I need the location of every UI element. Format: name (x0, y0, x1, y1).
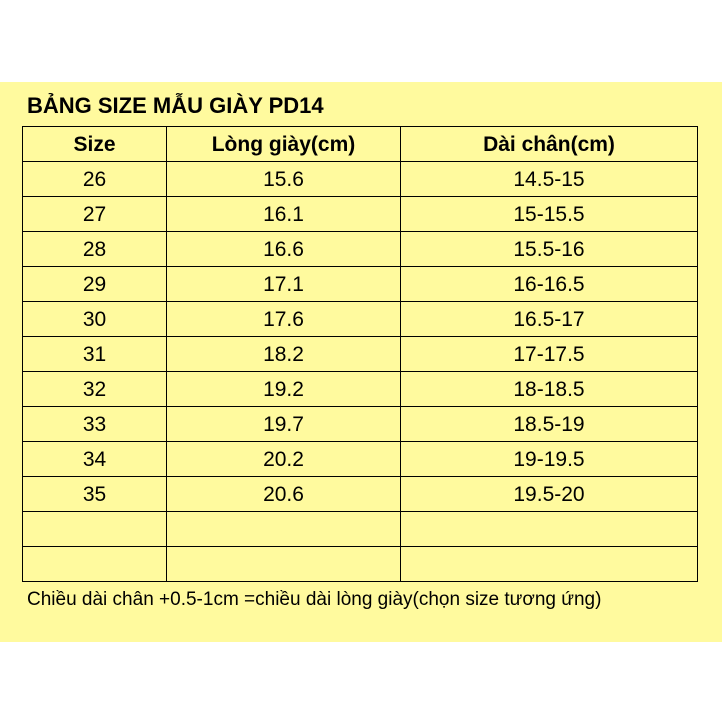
cell-foot-length: 15-15.5 (401, 197, 698, 232)
table-row (23, 197, 698, 232)
cell-size: 33 (23, 407, 167, 442)
cell-foot-length: 16.5-17 (401, 302, 698, 337)
cell-insole-length: 17.1 (167, 267, 401, 302)
cell-insole-length: 20.2 (167, 442, 401, 477)
cell-foot-length: 17-17.5 (401, 337, 698, 372)
cell-size: 35 (23, 477, 167, 512)
cell-size: 31 (23, 337, 167, 372)
cell-size: 32 (23, 372, 167, 407)
table-header-row (23, 127, 698, 162)
cell-foot-length (401, 512, 698, 547)
cell-size: 28 (23, 232, 167, 267)
table-row (23, 162, 698, 197)
cell-foot-length: 14.5-15 (401, 162, 698, 197)
cell-foot-length: 18.5-19 (401, 407, 698, 442)
header-foot-length: Dài chân(cm) (401, 127, 698, 162)
cell-foot-length: 15.5-16 (401, 232, 698, 267)
table-row-empty (23, 547, 698, 582)
cell-foot-length: 18-18.5 (401, 372, 698, 407)
cell-size: 26 (23, 162, 167, 197)
cell-foot-length: 19.5-20 (401, 477, 698, 512)
cell-insole-length: 20.6 (167, 477, 401, 512)
cell-size (23, 547, 167, 582)
table-row (23, 442, 698, 477)
cell-insole-length: 19.2 (167, 372, 401, 407)
footnote: Chiều dài chân +0.5-1cm =chiều dài lòng giày(chọn size tương ứng) (27, 589, 602, 610)
chart-title: BẢNG SIZE MẪU GIÀY PD14 (27, 93, 324, 118)
cell-foot-length (401, 547, 698, 582)
cell-foot-length: 16-16.5 (401, 267, 698, 302)
size-chart-sheet (0, 82, 722, 642)
cell-size: 29 (23, 267, 167, 302)
table-row (23, 372, 698, 407)
table-row (23, 477, 698, 512)
table-row (23, 267, 698, 302)
cell-size: 34 (23, 442, 167, 477)
cell-insole-length: 19.7 (167, 407, 401, 442)
cell-size: 27 (23, 197, 167, 232)
cell-insole-length (167, 547, 401, 582)
size-table (22, 126, 698, 582)
cell-foot-length: 19-19.5 (401, 442, 698, 477)
table-row (23, 302, 698, 337)
header-insole-length: Lòng giày(cm) (167, 127, 401, 162)
cell-size: 30 (23, 302, 167, 337)
cell-insole-length: 16.1 (167, 197, 401, 232)
header-size: Size (23, 127, 167, 162)
table-row-empty (23, 512, 698, 547)
table-row (23, 407, 698, 442)
cell-size (23, 512, 167, 547)
cell-insole-length: 16.6 (167, 232, 401, 267)
table-row (23, 337, 698, 372)
cell-insole-length: 15.6 (167, 162, 401, 197)
cell-insole-length (167, 512, 401, 547)
cell-insole-length: 17.6 (167, 302, 401, 337)
cell-insole-length: 18.2 (167, 337, 401, 372)
table-row (23, 232, 698, 267)
